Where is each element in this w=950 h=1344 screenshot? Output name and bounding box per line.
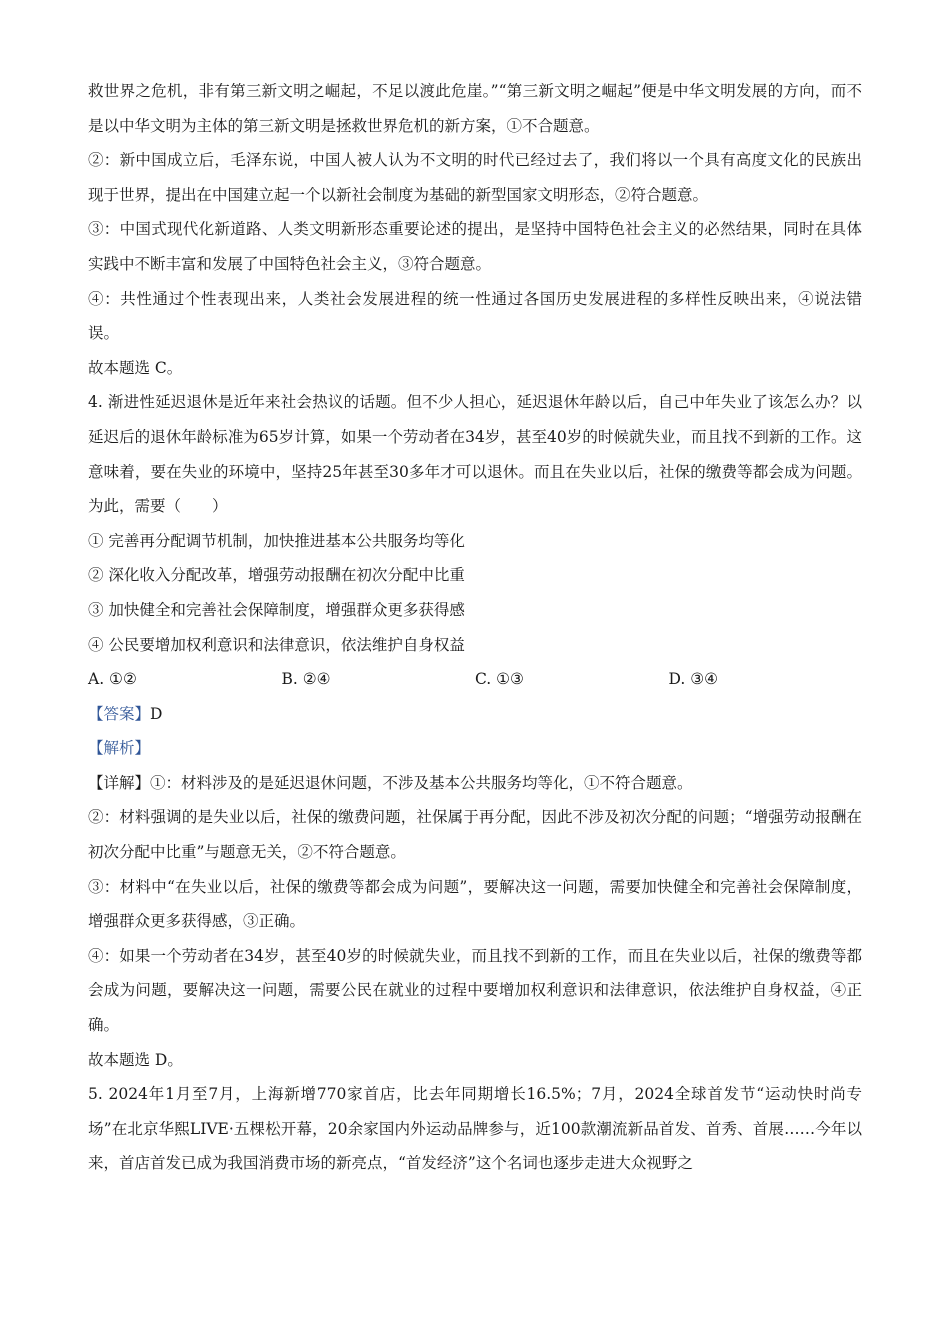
detail-paragraph: ②：材料强调的是失业以后，社保的缴费问题，社保属于再分配，因此不涉及初次分配的问题；“增强劳动报酬在初次分配中比重”与题意无关，②不符合题意。 — [88, 808, 862, 862]
answer-tag: 【答案】 — [88, 704, 151, 723]
question-4-item: ① 完善再分配调节机制，加快推进基本公共服务均等化 — [88, 531, 465, 550]
option-b: B. ②④ — [281, 670, 331, 689]
analysis-paragraph: ③：中国式现代化新道路、人类文明新形态重要论述的提出，是坚持中国特色社会主义的必然结果，同时在具体实践中不断丰富和发展了中国特色社会主义，③符合题意。 — [88, 220, 862, 273]
option-c: C. ①③ — [475, 670, 524, 689]
conclusion-line: 故本题选 D。 — [88, 1050, 183, 1069]
question-4-options — [88, 662, 862, 697]
detail-paragraph: 【详解】①：材料涉及的是延迟退休问题，不涉及基本公共服务均等化，①不符合题意。 — [88, 773, 693, 792]
question-4-item: ② 深化收入分配改革，增强劳动报酬在初次分配中比重 — [88, 566, 465, 585]
answer-value: D — [150, 704, 163, 723]
question-4-item: ④ 公民要增加权利意识和法律意识，依法维护自身权益 — [88, 635, 465, 654]
answer-line — [88, 697, 862, 732]
detail-paragraph: ④：如果一个劳动者在34岁，甚至40岁的时候就失业，而且找不到新的工作，而且在失业以后，社保的缴费等都会成为问题，要解决这一问题，需要公民在就业的过程中要增加权利意识和法律意识，依法维护自身权益，④正确。 — [88, 946, 862, 1035]
analysis-paragraph: ④：共性通过个性表现出来，人类社会发展进程的统一性通过各国历史发展进程的多样性反映出来，④说法错误。 — [88, 289, 862, 343]
question-4-stem: 4. 渐进性延迟退休是近年来社会热议的话题。但不少人担心，延迟退休年龄以后，自己中年失业了该怎么办？以延迟后的退休年龄标准为65岁计算，如果一个劳动者在34岁，甚至40岁的时候就失业，而且找不到新的工作。这意味着，要在失业的环境中，坚持25年甚至30多年才可以退休。而且在失业以后，社保的缴费等都会成为问题。为此，需要（ ） — [88, 393, 862, 516]
analysis-heading — [88, 731, 862, 766]
analysis-tag: 【解析】 — [88, 739, 151, 758]
conclusion-line: 故本题选 C。 — [88, 358, 183, 377]
analysis-paragraph: 救世界之危机，非有第三新文明之崛起，不足以渡此危崖。”“第三新文明之崛起”便是中华文明发展的方向，而不是以中华文明为主体的第三新文明是拯救世界危机的新方案，①不合题意。 — [88, 82, 862, 135]
analysis-paragraph: ②：新中国成立后，毛泽东说，中国人被人认为不文明的时代已经过去了，我们将以一个具有高度文化的民族出现于世界，提出在中国建立起一个以新社会制度为基础的新型国家文明形态，②符合题意。 — [88, 151, 862, 204]
option-d: D. ③④ — [668, 670, 719, 689]
question-5-stem: 5. 2024年1月至7月，上海新增770家首店，比去年同期增长16.5%；7月，2024全球首发节“运动快时尚专场”在北京华熙LIVE·五棵松开幕，20余家国内外运动品牌参与，近100款潮流新品首发、首秀、首展……今年以来，首店首发已成为我国消费市场的新亮点，“首发经济”这个名词也逐步走进大众视野之 — [88, 1085, 862, 1173]
detail-paragraph: ③：材料中“在失业以后，社保的缴费等都会成为问题”，要解决这一问题，需要加快健全和完善社会保障制度，增强群众更多获得感，③正确。 — [88, 877, 862, 931]
option-a: A. ①② — [88, 670, 137, 689]
document-page — [88, 74, 862, 1181]
question-4-item: ③ 加快健全和完善社会保障制度，增强群众更多获得感 — [88, 600, 465, 619]
